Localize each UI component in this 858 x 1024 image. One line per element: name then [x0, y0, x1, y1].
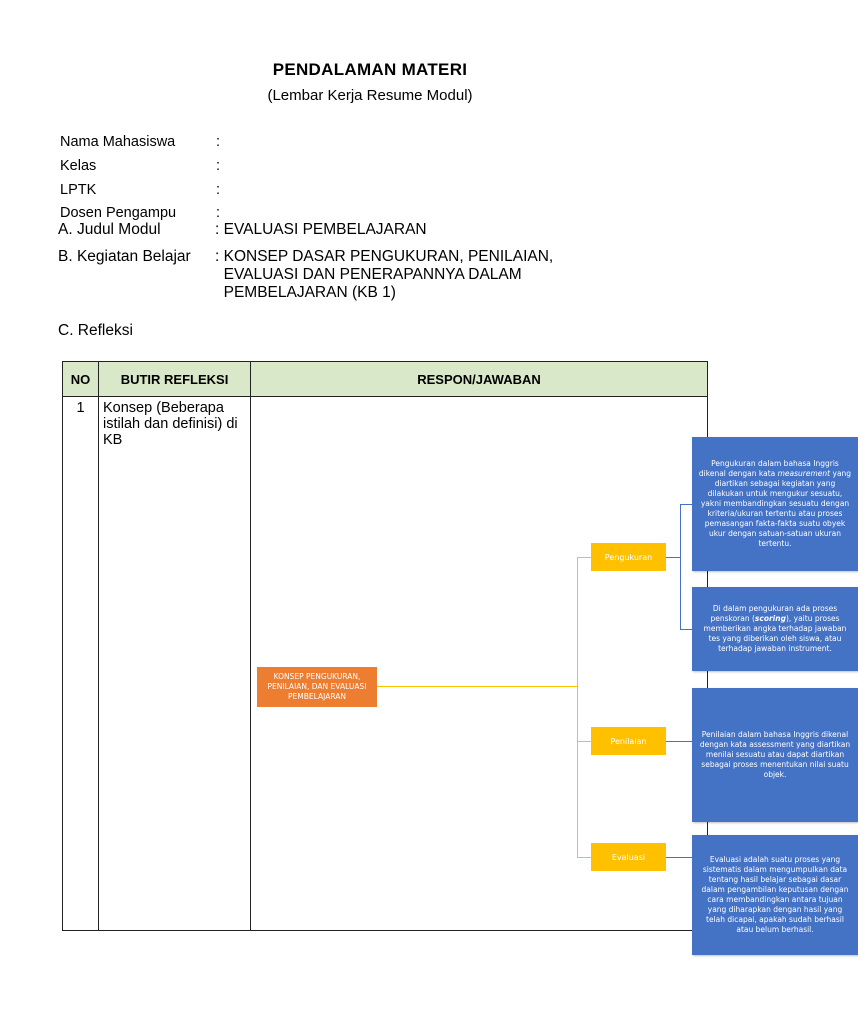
connector-leaf-2 [680, 629, 692, 630]
info-label-kelas: Kelas [60, 158, 97, 174]
header-butir-refleksi: BUTIR REFLEKSI [99, 362, 251, 397]
section-b-label: B. Kegiatan Belajar [58, 248, 191, 265]
info-colon-kelas: : [216, 158, 221, 174]
connector-evaluasi [577, 857, 591, 858]
info-label-lptk: LPTK [60, 182, 97, 198]
leaf-text-part: Di dalam pengukuran ada proses penskoran ( [710, 604, 838, 623]
reflection-table [62, 361, 852, 934]
leaf-evaluasi: Evaluasi adalah suatu proses yang sistematis dalam mengumpulkan data tentang hasil belajar sebagai dasar dalam pengambilan keputusan dengan cara membandingkan antara tujuan yang diharapkan dengan hasil yang telah dicapai, apakah sudah berhasil atau belum berhasil. [692, 835, 858, 955]
section-c-label: C. Refleksi [58, 322, 133, 339]
branch-evaluasi: Evaluasi [591, 843, 666, 871]
connector-trunk [577, 557, 578, 857]
table-row [63, 397, 708, 931]
concept-diagram [251, 397, 852, 934]
info-label-nama: Nama Mahasiswa [60, 134, 176, 150]
diagram-root-node: KONSEP PENGUKURAN, PENILAIAN, DAN EVALUASI PEMBELAJARAN [257, 667, 377, 707]
section-b-value-line3: PEMBELAJARAN (KB 1) [215, 284, 396, 301]
connector-leaf-evaluasi [666, 857, 692, 858]
info-colon-nama: : [216, 134, 221, 150]
leaf-pengukuran-scoring [692, 587, 858, 671]
header-no: NO [63, 362, 99, 397]
document-title: PENDALAMAN MATERI [272, 60, 468, 79]
section-b-value-line1: : KONSEP DASAR PENGUKURAN, PENILAIAN, [215, 248, 554, 265]
leaf-pengukuran-definition-text [698, 459, 852, 549]
branch-pengukuran: Pengukuran [591, 543, 666, 571]
branch-penilaian: Penilaian [591, 727, 666, 755]
leaf-pengukuran-scoring-text [698, 604, 852, 654]
leaf-text-emphasis: measurement [777, 469, 831, 478]
leaf-text-part: yang diartikan sebagai kegiatan yang dilakukan untuk mengukur sesuatu, yakni membandingkan sesuatu dengan kriteria/ukuran tertentu atau proses pemasangan fakta-fakta suatu obyek ukur dengan satuan-satuan ukuran tertentu. [700, 469, 852, 548]
leaf-text-emphasis: scoring [754, 614, 786, 623]
row-number: 1 [63, 397, 99, 931]
connector-root [377, 686, 577, 687]
header-respon-jawaban: RESPON/JAWABAN [251, 362, 708, 397]
section-a-value: : EVALUASI PEMBELAJARAN [215, 221, 427, 238]
info-colon-dosen: : [216, 205, 221, 221]
connector-leaf-vertical [680, 504, 681, 629]
info-colon-lptk: : [216, 182, 221, 198]
leaf-penilaian: Penilaian dalam bahasa Inggris dikenal dengan kata assessment yang diartikan menilai sesuatu atau dapat diartikan sebagai proses menentukan nilai suatu objek. [692, 688, 858, 822]
leaf-text-part: Pengukuran dalam bahasa Inggris dikenal dengan kata [698, 459, 839, 478]
row-item: Konsep (Beberapa istilah dan definisi) di KB [99, 397, 251, 931]
connector-leaf-penilaian [666, 741, 692, 742]
leaf-text-part: ), yaitu proses memberikan angka terhadap jawaban tes yang diberikan oleh siswa, atau terhadap jawaban instrument. [703, 614, 847, 653]
info-label-dosen: Dosen Pengampu [60, 205, 177, 221]
connector-pengukuran [577, 557, 591, 558]
table-header-row [63, 362, 708, 397]
section-a-label: A. Judul Modul [58, 221, 161, 238]
connector-leaf-1 [680, 504, 692, 505]
leaf-pengukuran-definition [692, 437, 858, 571]
connector-penilaian [577, 741, 591, 742]
section-b-value-line2: EVALUASI DAN PENERAPANNYA DALAM [215, 266, 522, 283]
response-cell [251, 397, 852, 934]
connector-leaf-trunk-pengukuran [666, 557, 680, 558]
document-subtitle: (Lembar Kerja Resume Modul) [267, 87, 473, 104]
